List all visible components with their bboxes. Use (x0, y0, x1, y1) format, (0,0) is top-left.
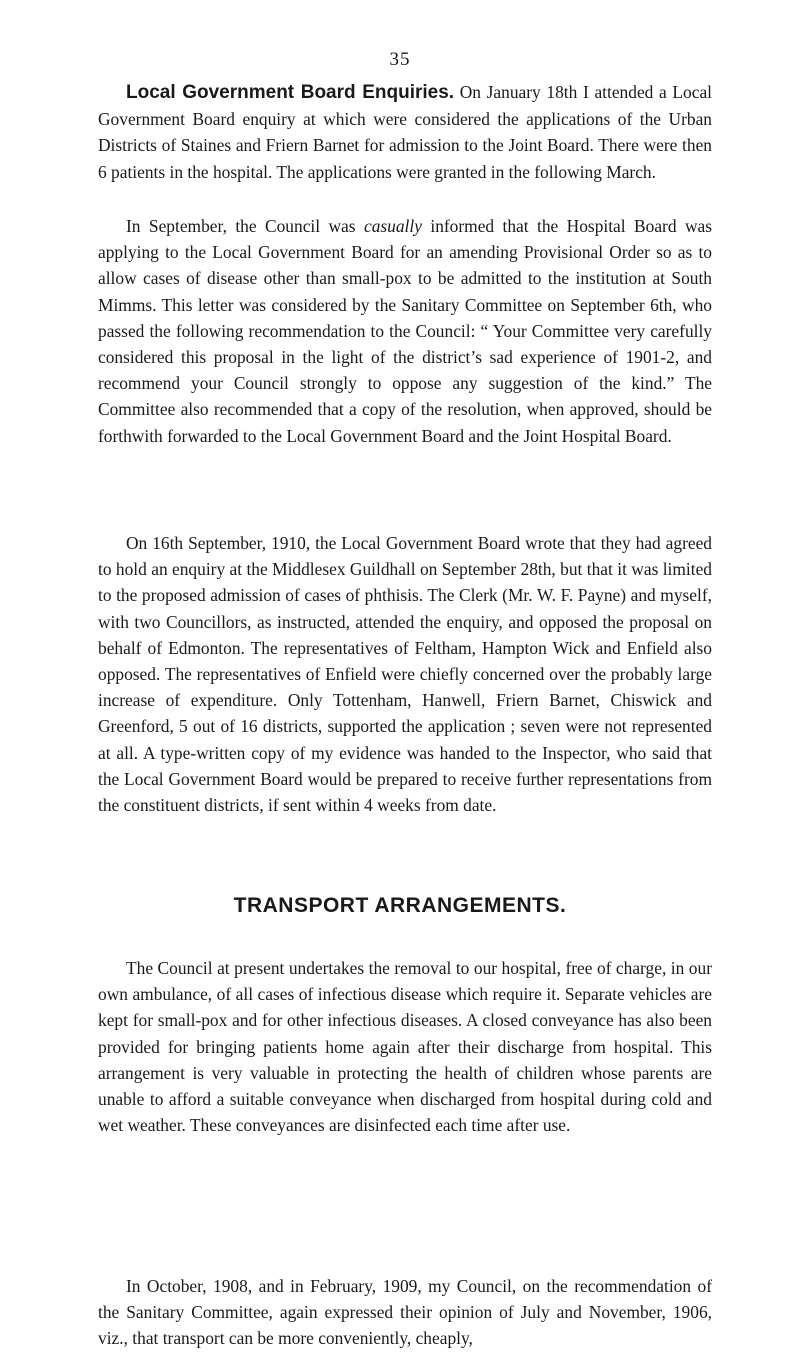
paragraph-october (98, 1273, 712, 1352)
paragraph-enquiries (98, 79, 712, 185)
paragraph-september (98, 213, 712, 449)
paragraph-1-text: On January 18th I attended a Local Government Board enquiry at which were considered the applications of the Urban Districts of Staines and Friern Barnet for admission to the Joint Board. There were then 6 patients in the hospital. The applications were granted in the following March. (98, 82, 712, 182)
paragraph-4: The Council at present undertakes the removal to our hospital, free of charge, in our own ambulance, of all cases of infectious disease which require it. Separate vehicles are kept for small-pox and for other infectious diseases. A closed conveyance has also been provided for bringing patients home again after their discharge from hospital. This arrangement is very valuable in protecting the health of children whose parents are unable to afford a suitable conveyance when discharged from hospital during cold and wet weather. These conveyances are disinfected each time after use. (98, 958, 712, 1136)
paragraph-2 (98, 213, 712, 449)
paragraph-enquiry-1910 (98, 530, 712, 818)
paragraph-1 (98, 79, 712, 185)
paragraph-3: On 16th September, 1910, the Local Government Board wrote that they had agreed to hold an enquiry at the Middlesex Guildhall on September 28th, but that it was limited to the proposed admission of cases of phthisis. The Clerk (Mr. W. F. Payne) and myself, with two Councillors, as instructed, attended the enquiry, and opposed the proposal on behalf of Edmonton. The representatives of Feltham, Hampton Wick and Enfield also opposed. The representatives of Enfield were chiefly concerned over the probably large increase of expenditure. Only Tottenham, Hanwell, Friern Barnet, Chiswick and Greenford, 5 out of 16 districts, supported the application ; seven were not represented at all. A type-written copy of my evidence was handed to the Inspector, who said that the Local Government Board would be prepared to receive further representations from the constituent districts, if sent within 4 weeks from date. (98, 533, 712, 816)
section-heading: TRANSPORT ARRANGEMENTS. (233, 894, 567, 917)
paragraph-transport (98, 955, 712, 1138)
inline-heading: Local Government Board Enquiries. (126, 82, 455, 103)
emphasis-casually: casually (363, 216, 422, 236)
paragraph-5: In October, 1908, and in February, 1909, my Council, on the recommendation of the Sanitary Committee, again expressed their opinion of July and November, 1906, viz., that transport can be more conveniently, cheaply, (98, 1276, 712, 1349)
paragraph-2-text-a: In September, the Council was (126, 216, 364, 236)
page-number: 35 (389, 49, 411, 70)
paragraph-2-text-b: informed that the Hospital Board was applying to the Local Government Board for an amending Provisional Order so as to allow cases of disease other than small-pox to be admitted to the institution at South Mimms. This letter was considered by the Sanitary Committee on September 6th, who passed the following recommendation to the Council: “ Your Committee very carefully considered this proposal in the light of the district’s sad experience of 1901-2, and recommend your Council strongly to oppose any suggestion of the kind.” The Committee also recommended that a copy of the resolution, when approved, should be forthwith forwarded to the Local Government Board and the Joint Hospital Board. (98, 216, 712, 446)
